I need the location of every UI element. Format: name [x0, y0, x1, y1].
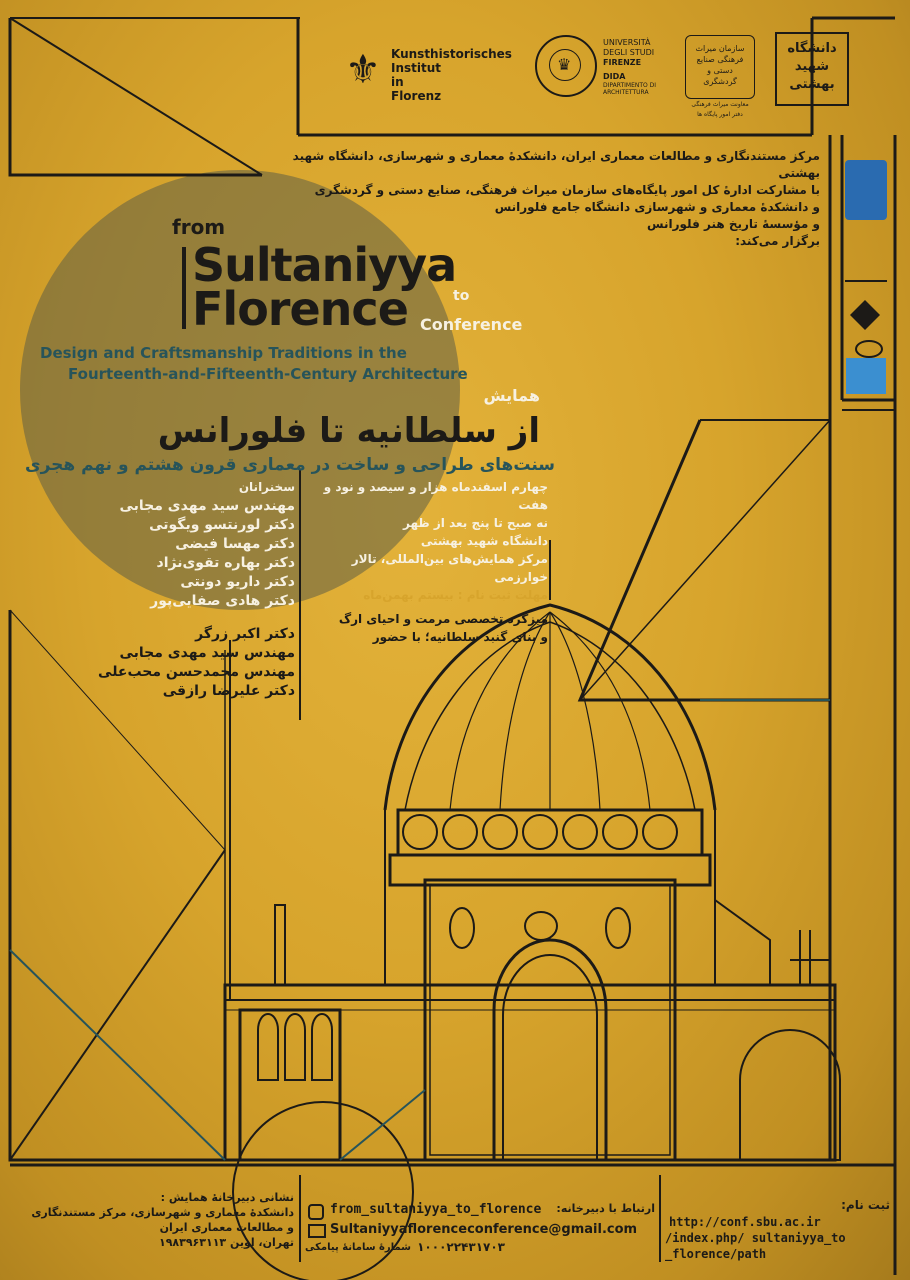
- organizers-line1: مرکز مستندنگاری و مطالعات معماری ایران، دانشکدهٔ معماری و شهرسازی، دانشگاه شهید بهشتی: [292, 149, 820, 180]
- title-sultaniyya: Sultaniyya: [192, 238, 457, 292]
- roundtable-line2: و بنای گنبد سلطانیه؛ با حضور: [372, 630, 548, 644]
- speakers-block: [60, 478, 295, 611]
- khi-name-line1: Kunsthistorisches: [391, 47, 512, 61]
- unifi-line3: FIRENZE: [603, 58, 642, 67]
- right-logo-5: [846, 358, 886, 394]
- organizers-line4: و مؤسسهٔ تاریخ هنر فلورانس: [647, 217, 820, 231]
- miras-caption1: معاونت میراث فرهنگی: [691, 101, 749, 108]
- speaker-name: دکتر بهاره تقوی‌نژاد: [156, 555, 295, 571]
- address-line: تهران، اوین ۱۹۸۳۹۶۳۱۱۳: [158, 1236, 294, 1249]
- title-from: from: [172, 215, 226, 239]
- title-bar: [182, 247, 186, 329]
- unifi-line4: DIDA: [603, 72, 626, 81]
- miras-logo: [680, 35, 760, 125]
- unifi-line5: DIPARTIMENTO DI: [603, 82, 657, 89]
- unifi-line2: DEGLI STUDI: [603, 48, 655, 57]
- sbu-logo: [775, 32, 849, 106]
- roundtable-person: دکتر اکبر زرگر: [195, 626, 295, 642]
- speaker-name: دکتر لورنتسو ویگوتی: [149, 517, 295, 533]
- khi-name-line3: in: [391, 75, 404, 89]
- fleur-de-lis-icon: ⚜: [345, 47, 381, 93]
- event-place: دانشگاه شهید بهشتی: [420, 534, 548, 548]
- miras-caption2: دفتر امور پایگاه ها: [697, 111, 743, 118]
- register-url-line: /index.php/ sultaniyya_to: [665, 1231, 846, 1245]
- organizers-line5: برگزار می‌کند:: [735, 234, 820, 248]
- title-florence: Florence: [192, 282, 408, 336]
- title-conference: Conference: [420, 315, 523, 334]
- register-heading: ثبت نام:: [841, 1198, 890, 1212]
- unifi-line1: UNIVERSITÀ: [603, 38, 651, 47]
- roundtable-names: [40, 625, 295, 701]
- roundtable-line1: میزگرد تخصصی مرمت و احیای ارگ: [338, 612, 548, 626]
- speakers-heading: سخنرانان: [238, 480, 295, 494]
- speaker-name: دکتر هادی صفایی‌پور: [150, 593, 295, 609]
- roundtable-person: دکتر علیرضا رازقی: [162, 683, 295, 699]
- organizers-line3: و دانشکدهٔ معماری و شهرسازی دانشگاه جامع فلورانس: [494, 200, 820, 214]
- address-heading: نشانی دبیرخانهٔ همایش :: [160, 1191, 294, 1204]
- unifi-logo-text: [603, 38, 656, 96]
- title-fa-hamayesh: همایش: [483, 386, 540, 405]
- event-date: چهارم اسفندماه هزار و سیصد و نود و هفت: [323, 480, 548, 512]
- sms-label: شمارهٔ سامانهٔ پیامکی: [305, 1242, 411, 1253]
- unifi-line6: ARCHITETTURA: [603, 89, 649, 96]
- organizers-line2: با مشارکت ادارهٔ کل امور پایگاه‌های سازمان میراث فرهنگی، صنایع دستی و گردشگری: [314, 183, 820, 197]
- khi-name-line2: Institut: [391, 61, 442, 75]
- subtitle-en-line2: Fourteenth-and-Fifteenth-Century Architecture: [68, 365, 468, 383]
- right-logo-4: [855, 340, 883, 358]
- khi-name-line4: Florenz: [391, 89, 442, 103]
- right-logo-2: [845, 250, 887, 282]
- email-address[interactable]: Sultaniyyaflorenceconference@gmail.com: [330, 1222, 638, 1237]
- unifi-seal-icon: ♛: [535, 35, 597, 97]
- address-line: و مطالعات معماری ایران: [159, 1221, 294, 1234]
- title-to: to: [453, 288, 470, 304]
- footer-address: [14, 1190, 294, 1250]
- register-url[interactable]: [665, 1214, 890, 1262]
- email-icon: [308, 1224, 326, 1238]
- roundtable-intro: [308, 610, 548, 646]
- event-time: نه صبح تا پنج بعد از ظهر: [403, 516, 548, 530]
- roundtable-person: مهندس سید مهدی مجابی: [119, 645, 295, 661]
- title-fa-main: از سلطانیه تا فلورانس: [157, 411, 540, 451]
- instagram-handle[interactable]: from_sultaniyya_to_florence: [330, 1202, 542, 1217]
- event-deadline: مهلت ثبت نام : بیستم بهمن‌ماه: [363, 588, 548, 602]
- sbu-name: دانشگاه شهید بهشتی: [787, 41, 837, 92]
- contact-heading: ارتباط با دبیرخانه:: [556, 1202, 655, 1215]
- address-line: دانشکدهٔ معماری و شهرسازی، مرکز مستندنگاری: [31, 1206, 294, 1219]
- speaker-name: دکتر داریو دونتی: [180, 574, 295, 590]
- sms-number: ۱۰۰۰۲۲۴۳۱۷۰۳: [417, 1240, 505, 1254]
- register-url-line: _florence/path: [665, 1247, 767, 1261]
- subtitle-en-line1: Design and Craftsmanship Traditions in the: [40, 344, 407, 362]
- miras-name: سازمان میراث فرهنگی صنایع دستی و گردشگری: [695, 44, 745, 86]
- speaker-name: دکتر مهسا فیضی: [175, 536, 295, 552]
- instagram-icon: [308, 1204, 324, 1220]
- roundtable-person: مهندس محمدحسن محب‌علی: [98, 664, 295, 680]
- khi-logo: [345, 45, 512, 105]
- speaker-name: مهندس سید مهدی مجابی: [119, 498, 295, 514]
- right-logo-1: [845, 160, 887, 220]
- event-hall: مرکز همایش‌های بین‌المللی، تالار خوارزمی: [351, 552, 548, 584]
- title-fa-sub: سنت‌های طراحی و ساخت در معماری قرون هشتم و نهم هجری: [25, 455, 555, 475]
- register-url-line: http://conf.sbu.ac.ir: [669, 1215, 821, 1229]
- organizers-text: [270, 148, 820, 250]
- event-block: [308, 478, 548, 604]
